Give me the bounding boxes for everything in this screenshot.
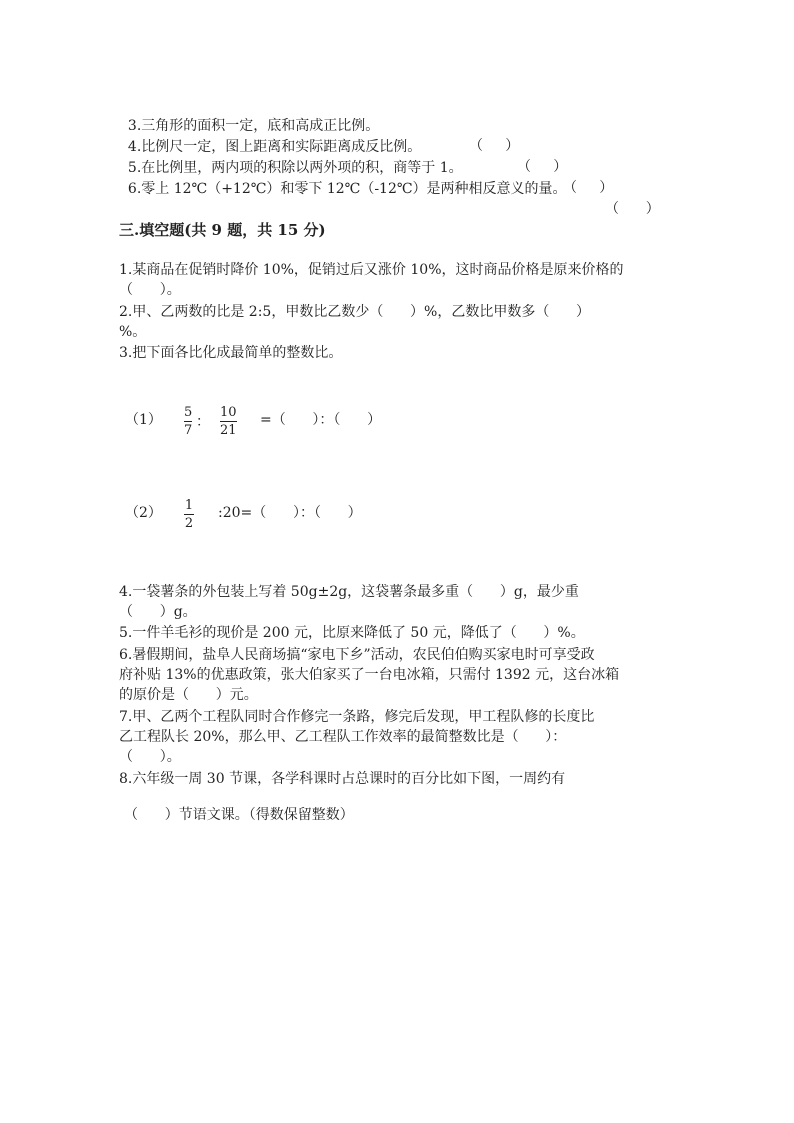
- fill-q7-line2: 乙工程队长 20%，那么甲、乙工程队工作效率的最简整数比是（ ）：: [119, 729, 567, 745]
- fill-q6-line2: 府补贴 13%的优惠政策，张大伯家买了一台电冰箱，只需付 1392 元，这台冰箱: [119, 667, 620, 683]
- ratio2-label: （2）: [125, 505, 162, 521]
- fill-q7-line3: （ ）。: [119, 749, 181, 765]
- fraction-bar: [184, 421, 192, 422]
- fraction-bar: [220, 421, 237, 422]
- fill-q6-line3: 的原价是（ ）元。: [119, 687, 258, 703]
- ratio1-label: （1）: [125, 412, 162, 428]
- ratio1-fraction-1-denominator: 7: [184, 423, 193, 438]
- judge-item-6-answer-blank: （ ）: [605, 201, 660, 217]
- judge-item-5-text: 5.在比例里，两内项的积除以两外项的积，商等于 1。: [127, 160, 463, 176]
- ratio2-fraction-denominator: 2: [184, 516, 194, 531]
- judge-item-3-answer-blank: （ ）: [469, 138, 520, 154]
- fill-q8-line2: （ ）节语文课。（得数保留整数）: [124, 807, 354, 823]
- fill-q5: 5.一件羊毛衫的现价是 200 元，比原来降低了 50 元，降低了（ ）%。: [119, 625, 585, 641]
- fill-q4-line2: （ ）g。: [119, 604, 197, 620]
- fill-q8-line1: 8.六年级一周 30 节课，各学科课时占总课时的百分比如下图，一周约有: [119, 771, 566, 787]
- fill-q6-line1: 6.暑假期间，盐阜人民商场搞“家电下乡”活动，农民伯伯购买家电时可享受政: [119, 647, 595, 663]
- ratio1-fraction-2-numerator: 10: [220, 405, 237, 420]
- ratio1-colon: ：: [196, 414, 210, 430]
- ratio1-fraction-2-denominator: 21: [220, 423, 237, 438]
- judge-item-3-text: 3.三角形的面积一定，底和高成正比例。: [127, 118, 380, 134]
- ratio1-fraction-1: [184, 405, 192, 438]
- fill-q3: 3.把下面各比化成最简单的整数比。: [119, 345, 343, 361]
- judge-item-4-text: 4.比例尺一定，图上距离和实际距离成反比例。: [127, 139, 422, 155]
- judge-item-5-answer-blank: （ ）: [563, 180, 614, 196]
- fill-q7-line1: 7.甲、乙两个工程队同时合作修完一条路，修完后发现，甲工程队修的长度比: [119, 709, 595, 725]
- ratio1-result-blanks: =（ ）：（ ）: [260, 412, 382, 428]
- section3-title: 三.填空题(共 9 题，共 15 分): [119, 221, 326, 239]
- ratio1-fraction-1-numerator: 5: [184, 405, 193, 420]
- ratio2-fraction-numerator: 1: [184, 498, 194, 513]
- fill-q2-line2: %。: [119, 324, 147, 340]
- judge-item-4-answer-blank: （ ）: [517, 159, 568, 175]
- judge-item-6: [119, 159, 660, 219]
- fraction-bar: [184, 514, 194, 515]
- fill-q1-line2: （ ）。: [119, 282, 181, 298]
- ratio1-fraction-2: [220, 405, 237, 438]
- fill-q4-line1: 4.一袋薯条的外包装上写着 50g±2g，这袋薯条最多重（ ）g，最少重: [119, 584, 579, 600]
- ratio2-fraction: [184, 498, 194, 531]
- fill-q2-line1: 2.甲、乙两数的比是 2:5，甲数比乙数少（ ）%，乙数比甲数多（ ）: [119, 304, 591, 320]
- ratio2-result-blanks: :20=（ ）：（ ）: [218, 505, 362, 521]
- fill-q1-line1: 1.某商品在促销时降价 10%，促销过后又涨价 10%，这时商品价格是原来价格的: [119, 262, 624, 278]
- judge-item-6-text: 6.零上 12℃（+12℃）和零下 12℃（-12℃）是两种相反意义的量。: [127, 181, 567, 197]
